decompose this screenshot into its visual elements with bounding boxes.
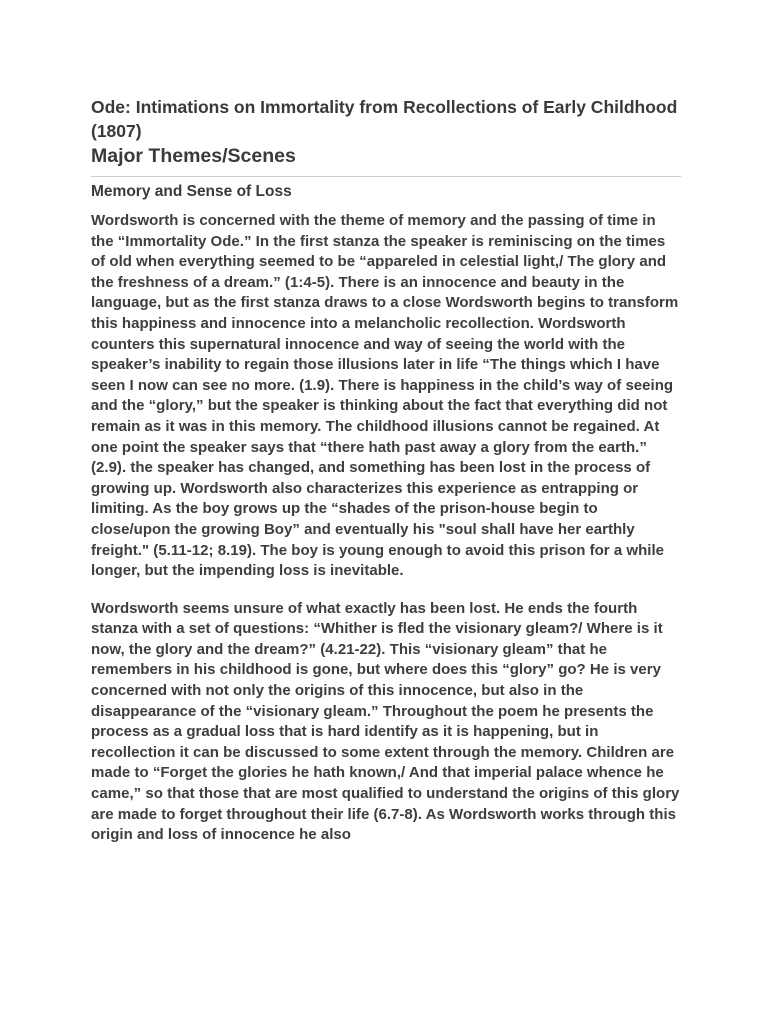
document-title: Ode: Intimations on Immortality from Recollections of Early Childhood (1807)	[91, 97, 678, 141]
body-paragraph-1: Wordsworth is concerned with the theme of memory and the passing of time in the “Immortality Ode.” In the first stanza the speaker is reminiscing on the times of old when everything seemed to be “appareled in celestial light,/ The glory and the freshness of a dream.” (1:4-5). There is an innocence and beauty in the language, but as the first stanza draws to a close Wordsworth begins to transform this happiness and innocence into a melancholic recollection. Wordsworth counters this supernatural innocence and way of seeing the world with the speaker’s inability to regain those illusions later in life “The things which I have seen I now can see no more. (1.9). There is happiness in the child’s way of seeing and the “glory,” but the speaker is thinking about the fact that everything did not remain as it was in this memory. The childhood illusions cannot be regained. At one point the speaker says that “there hath past away a glory from the earth.” (2.9). the speaker has changed, and something has been lost in the process of growing up. Wordsworth also characterizes this experience as entrapping or limiting. As the boy grows up the “shades of the prison-house begin to close/upon the growing Boy” and eventually his "soul shall have her earthly freight." (5.11-12; 8.19). The boy is young enough to avoid this prison for a while longer, but the impending loss is inevitable.	[91, 212, 679, 580]
document-page	[91, 95, 681, 863]
section-divider	[91, 176, 681, 177]
document-subtitle: Major Themes/Scenes	[91, 145, 296, 167]
body-paragraph-2: Wordsworth seems unsure of what exactly has been lost. He ends the fourth stanza with a set of questions: “Whither is fled the visionary gleam?/ Where is it now, the glory and the dream?” (4.21-22). This “visionary gleam” that he remembers in his childhood is gone, but where does this “glory” go? He is very concerned with not only the origins of this innocence, but also in the disappearance of the “visionary gleam.” Throughout the poem he presents the process as a gradual loss that is hard identify as it is happening, but in recollection it can be discussed to some extent through the memory. Children are made to “Forget the glories he hath known,/ And that imperial palace whence he came,” so that those that are most qualified to understand the origins of this glory are made to forget throughout their life (6.7-8). As Wordsworth works through this origin and loss of innocence he also	[91, 599, 680, 844]
section-heading: Memory and Sense of Loss	[91, 183, 292, 200]
